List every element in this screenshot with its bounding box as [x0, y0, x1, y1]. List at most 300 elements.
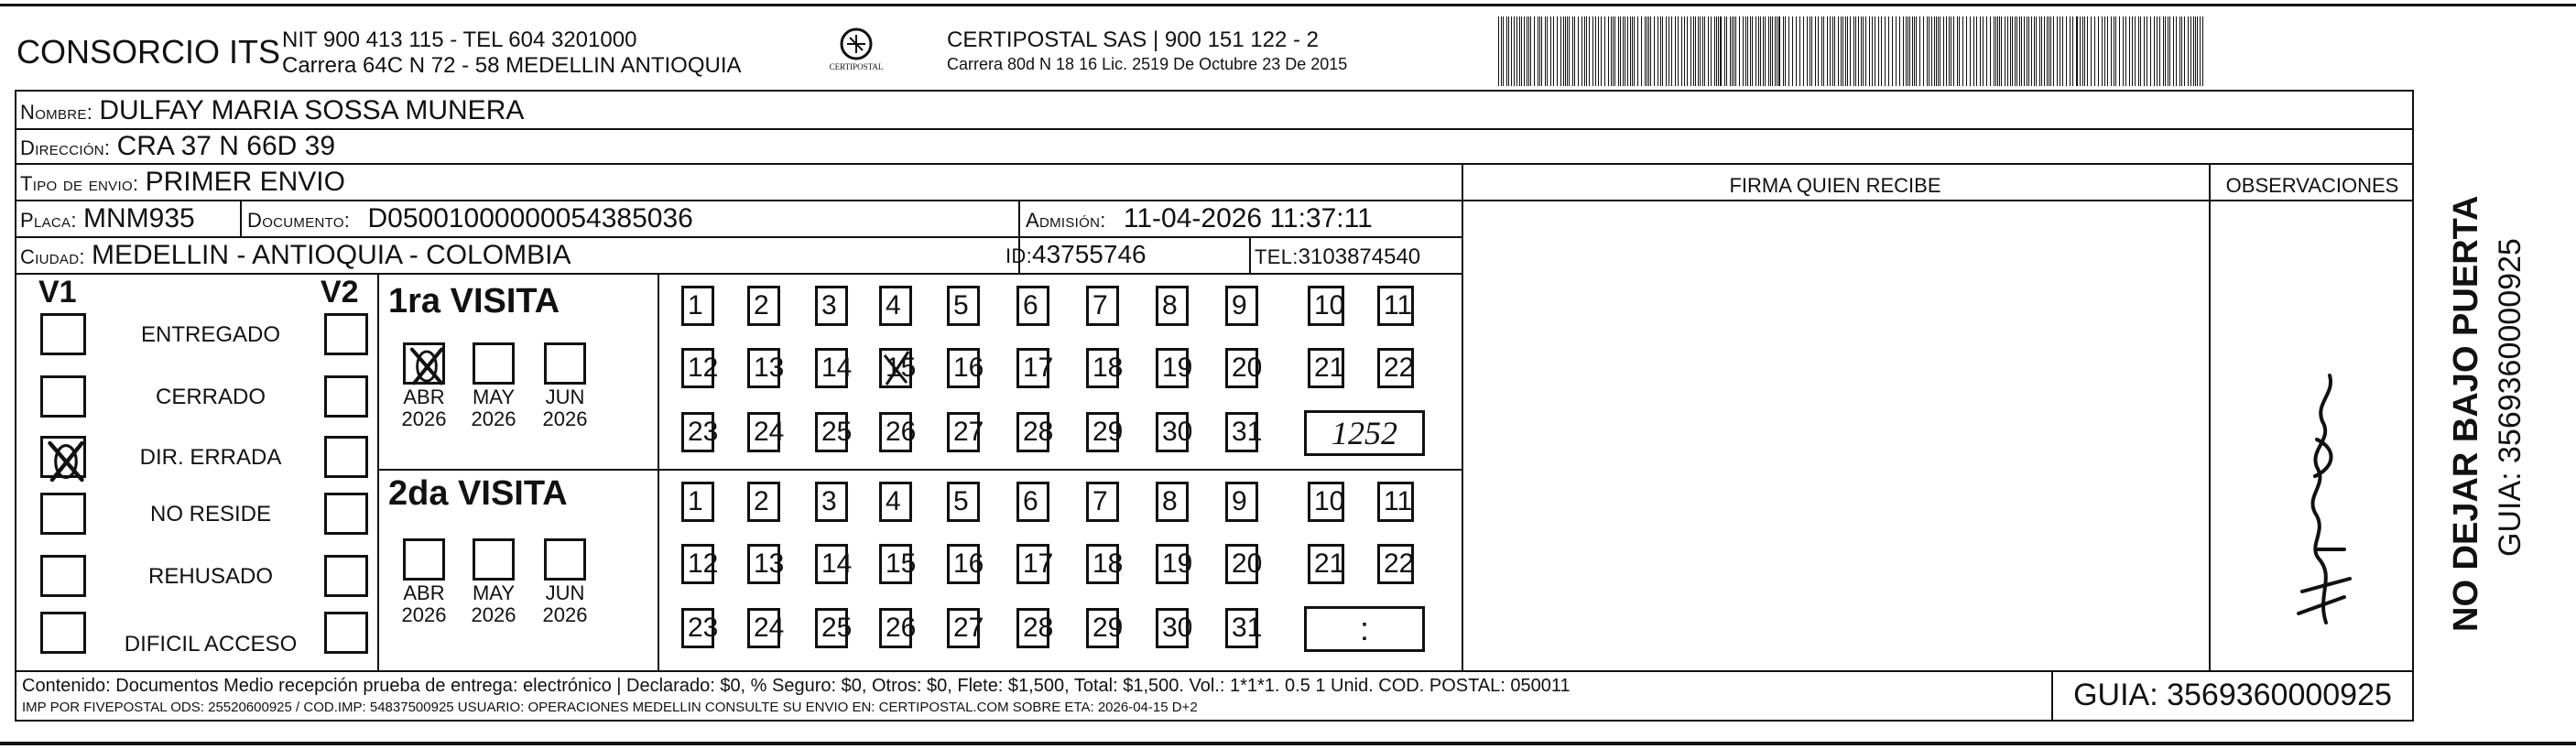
barcode-bar — [1830, 16, 1831, 86]
barcode-bar — [1959, 16, 1960, 86]
plate-label: Placa: — [20, 209, 77, 232]
barcode-bar — [1630, 16, 1631, 86]
barcode-bar — [1881, 16, 1882, 86]
barcode-bar — [2050, 16, 2051, 86]
document-value: D05001000000054385036 — [367, 203, 693, 233]
barcode-bar — [1745, 16, 1746, 86]
barcode-bar — [2047, 16, 2048, 86]
second-day-box[interactable]: 4 — [879, 482, 912, 522]
barcode-bar — [1666, 16, 1667, 86]
first-visit-title: 1ra VISITA — [388, 282, 560, 320]
barcode-bar — [1934, 16, 1935, 86]
second-month-name: MAY — [472, 581, 516, 604]
v1-checkbox[interactable] — [40, 436, 86, 478]
first-month-checkbox[interactable] — [544, 342, 586, 385]
barcode-bar — [1569, 16, 1570, 86]
barcode-bar — [1770, 16, 1771, 86]
barcode-bar — [1983, 16, 1984, 86]
barcode-bar — [1534, 16, 1535, 86]
barcode-bar — [2034, 16, 2035, 86]
barcode-bar — [2115, 16, 2116, 86]
courier-address: Carrera 80d N 18 16 Lic. 2519 De Octubre 23 De 2015 — [947, 55, 1348, 73]
barcode-bar — [1547, 16, 1548, 86]
tel-label: TEL: — [1255, 245, 1299, 268]
second-day-box[interactable]: 10 — [1308, 482, 1344, 522]
v2-checkbox[interactable] — [324, 555, 368, 597]
barcode-bar — [1660, 16, 1661, 86]
first-day-box[interactable]: 10 — [1308, 286, 1344, 326]
barcode-bar — [2021, 16, 2022, 86]
barcode-bar — [1949, 16, 1950, 86]
row-line — [15, 670, 2414, 672]
barcode-bar — [1620, 16, 1621, 86]
barcode-bar — [2176, 16, 2177, 86]
barcode-bar — [2057, 16, 2058, 86]
first-month-name: JUN — [545, 385, 585, 408]
second-day-box[interactable]: 19 — [1156, 544, 1189, 584]
barcode-bar — [1953, 16, 1954, 86]
barcode-bar — [1557, 16, 1558, 86]
barcode-bar — [1896, 16, 1897, 86]
barcode-bar — [2080, 16, 2081, 86]
second-day-box[interactable]: 12 — [681, 544, 714, 584]
barcode-bar — [2024, 16, 2025, 86]
status-label: DIR. ERRADA — [139, 445, 282, 470]
barcode-bar — [1530, 16, 1531, 86]
second-day-box[interactable]: 20 — [1225, 544, 1258, 584]
barcode-bar — [1550, 16, 1551, 86]
barcode-bar — [2036, 16, 2037, 86]
barcode-bar — [1778, 16, 1780, 86]
row-line — [15, 200, 2414, 201]
row-line — [15, 163, 2414, 165]
barcode-bar — [1832, 16, 1833, 86]
first-month-name: MAY — [472, 385, 516, 408]
barcode-bar — [1815, 16, 1816, 86]
barcode-bar — [1567, 16, 1568, 86]
first-day-box[interactable]: 31 — [1225, 412, 1258, 452]
row-line — [377, 469, 1462, 471]
barcode-bar — [1632, 16, 1633, 86]
second-month-name: JUN — [545, 581, 585, 604]
second-day-box[interactable]: 6 — [1016, 482, 1049, 522]
barcode-bar — [1539, 16, 1540, 86]
certipostal-logo-text: CERTIPOSTAL — [829, 62, 884, 71]
barcode-bar — [1708, 16, 1709, 86]
id-field — [1005, 240, 1147, 269]
status-label: DIFICIL ACCESO — [124, 632, 298, 657]
first-month-checkbox[interactable] — [403, 342, 445, 385]
second-day-box[interactable]: 26 — [879, 608, 912, 648]
second-day-box[interactable]: 18 — [1086, 544, 1119, 584]
barcode-bar — [2179, 16, 2180, 86]
second-day-box[interactable]: 7 — [1086, 482, 1119, 522]
barcode-bar — [1718, 16, 1719, 86]
barcode-bar — [1604, 16, 1605, 86]
barcode-bar — [1811, 16, 1812, 86]
second-day-box[interactable]: 11 — [1377, 482, 1414, 522]
barcode-bar — [1501, 16, 1502, 86]
first-day-box[interactable]: 11 — [1377, 286, 1414, 326]
barcode-bar — [2190, 16, 2191, 86]
second-day-box[interactable]: 5 — [947, 482, 980, 522]
barcode-bar — [1853, 16, 1854, 86]
barcode-bar — [1700, 16, 1701, 86]
barcode-bar — [1760, 16, 1761, 86]
second-month-checkbox[interactable] — [544, 538, 586, 581]
second-day-box[interactable]: 31 — [1225, 608, 1258, 648]
name-label: Nombre: — [20, 101, 93, 124]
barcode-bar — [1662, 16, 1663, 86]
barcode-bar — [1720, 16, 1722, 86]
barcode-bar — [1586, 16, 1587, 86]
id-label: ID: — [1005, 244, 1033, 267]
col-line — [658, 273, 659, 670]
v2-checkbox[interactable] — [324, 375, 368, 418]
barcode-bar — [2163, 16, 2164, 86]
v1-checkbox[interactable] — [40, 612, 86, 654]
barcode-bar — [1743, 16, 1744, 86]
first-day-box[interactable]: 18 — [1086, 348, 1119, 388]
v2-label: V2 — [321, 275, 359, 309]
barcode-bar — [1962, 16, 1963, 86]
second-day-box[interactable]: 29 — [1086, 608, 1119, 648]
barcode-bar — [2102, 16, 2103, 86]
barcode-bar — [2010, 16, 2011, 86]
second-day-box[interactable]: 16 — [947, 544, 980, 584]
second-day-box[interactable]: 22 — [1377, 544, 1414, 584]
barcode-bar — [1521, 16, 1522, 86]
barcode-bar — [1903, 16, 1904, 86]
barcode-bar — [1796, 16, 1797, 86]
col-line — [1249, 236, 1251, 273]
barcode-bar — [1726, 16, 1727, 86]
barcode-bar — [2181, 16, 2182, 86]
barcode-bar — [1838, 16, 1839, 86]
first-day-box[interactable]: 8 — [1156, 286, 1189, 326]
first-time-box[interactable] — [1304, 410, 1425, 456]
barcode-bar — [1906, 16, 1907, 86]
barcode-bar — [2184, 16, 2185, 86]
barcode-bar — [2132, 16, 2133, 86]
barcode-bar — [2107, 16, 2108, 86]
second-month-year: 2026 — [401, 603, 447, 626]
document-label: Documento: — [247, 209, 351, 232]
status-label: REHUSADO — [147, 564, 274, 589]
barcode-bar — [1936, 16, 1937, 86]
barcode-bar — [1765, 16, 1766, 86]
second-day-box[interactable]: 3 — [815, 482, 848, 522]
first-day-box[interactable]: 6 — [1016, 286, 1049, 326]
barcode-bar — [1514, 16, 1515, 86]
first-day-box[interactable]: 29 — [1086, 412, 1119, 452]
barcode-bar — [1861, 16, 1862, 86]
first-day-box[interactable]: 7 — [1086, 286, 1119, 326]
v2-checkbox[interactable] — [324, 612, 368, 654]
address-label: Dirección: — [20, 136, 111, 159]
barcode-bar — [1885, 16, 1886, 86]
second-month-checkbox[interactable] — [403, 538, 445, 581]
barcode-bar — [1574, 16, 1575, 86]
barcode-bar — [1581, 16, 1582, 86]
courier-line: CERTIPOSTAL SAS | 900 151 122 - 2 — [947, 27, 1319, 52]
barcode-bar — [1785, 16, 1786, 86]
id-value: 43755746 — [1032, 240, 1147, 268]
second-day-box[interactable]: 25 — [815, 608, 848, 648]
barcode-bar — [1675, 16, 1676, 86]
second-day-box[interactable]: 21 — [1308, 544, 1344, 584]
barcode-bar — [1506, 16, 1507, 86]
barcode-bar — [1519, 16, 1520, 86]
no-dejar-bajo-puerta: NO DEJAR BAJO PUERTA — [2447, 195, 2485, 632]
first-day-box[interactable]: 2 — [747, 286, 780, 326]
certipostal-logo — [815, 26, 897, 77]
first-day-box[interactable]: 25 — [815, 412, 848, 452]
barcode-bar — [1724, 16, 1725, 86]
barcode-bar — [1966, 16, 1967, 86]
barcode-bar — [1693, 16, 1694, 86]
observations-header: OBSERVACIONES — [2225, 174, 2399, 197]
barcode-bar — [1730, 16, 1731, 86]
address-value: CRA 37 N 66D 39 — [116, 131, 336, 161]
barcode-bar — [1758, 16, 1759, 86]
second-time-box[interactable] — [1304, 606, 1425, 652]
row-line — [15, 236, 1462, 238]
barcode-bar — [1592, 16, 1593, 86]
barcode-bar — [1589, 16, 1590, 86]
barcode-bar — [1912, 16, 1913, 86]
barcode-bar — [1650, 16, 1651, 86]
row-line — [15, 273, 1462, 275]
second-day-box[interactable]: 9 — [1225, 482, 1258, 522]
barcode-bar — [1614, 16, 1615, 86]
first-day-box[interactable]: 30 — [1156, 412, 1189, 452]
barcode-bar — [1698, 16, 1699, 86]
barcode-bar — [1803, 16, 1804, 86]
first-day-box[interactable]: 9 — [1225, 286, 1258, 326]
second-month-checkbox[interactable] — [473, 538, 515, 581]
first-day-box[interactable]: 27 — [947, 412, 980, 452]
barcode-bar — [1623, 16, 1624, 86]
barcode-bar — [2104, 16, 2105, 86]
barcode-bar — [1648, 16, 1649, 86]
barcode-bar — [1927, 16, 1928, 86]
barcode-bar — [1938, 16, 1939, 86]
first-day-box[interactable]: 19 — [1156, 348, 1189, 388]
barcode-bar — [2165, 16, 2166, 86]
second-day-box[interactable]: 2 — [747, 482, 780, 522]
barcode-bar — [2150, 16, 2151, 86]
barcode-bar — [1842, 16, 1843, 86]
first-day-mark — [879, 348, 912, 388]
barcode-bar — [1943, 16, 1944, 86]
v1-checkbox[interactable] — [40, 313, 86, 355]
status-label: NO RESIDE — [149, 502, 272, 526]
barcode-bar — [2039, 16, 2040, 86]
first-day-box[interactable]: 17 — [1016, 348, 1049, 388]
barcode-bar — [2053, 16, 2054, 86]
barcode-bar — [2007, 16, 2008, 86]
barcode-bar — [1976, 16, 1977, 86]
barcode-bar — [2135, 16, 2136, 86]
barcode-bar — [1516, 16, 1517, 86]
first-day-box[interactable]: 3 — [815, 286, 848, 326]
barcode-bar — [1973, 16, 1974, 86]
admission-label: Admisión: — [1026, 209, 1106, 232]
barcode-bar — [1524, 16, 1525, 86]
barcode-bar — [1553, 16, 1554, 86]
second-day-box[interactable]: 14 — [815, 544, 848, 584]
first-month-checkbox[interactable] — [473, 342, 515, 385]
barcode-bar — [1752, 16, 1753, 86]
barcode-bar — [1714, 16, 1715, 86]
barcode-bar — [1595, 16, 1596, 86]
status-label: CERRADO — [155, 385, 266, 409]
second-day-box[interactable]: 1 — [681, 482, 714, 522]
plate-value: MNM935 — [83, 203, 195, 233]
barcode-bar — [1498, 16, 1499, 86]
second-day-box[interactable]: 28 — [1016, 608, 1049, 648]
barcode-bar — [1775, 16, 1776, 86]
barcode-bar — [1995, 16, 1996, 86]
first-day-box[interactable]: 21 — [1308, 348, 1344, 388]
send-type-label: Tipo de envio: — [20, 172, 139, 195]
barcode-bar — [1807, 16, 1808, 86]
company-nit: NIT 900 413 115 - TEL 604 3201000 — [282, 27, 637, 52]
barcode-bar — [2028, 16, 2029, 86]
first-day-box[interactable]: 13 — [747, 348, 780, 388]
barcode-bar — [2159, 16, 2160, 86]
name-field — [20, 95, 524, 126]
second-day-box[interactable]: 13 — [747, 544, 780, 584]
barcode-bar — [1916, 16, 1917, 86]
first-day-box[interactable]: 4 — [879, 286, 912, 326]
barcode-bar — [1919, 16, 1920, 86]
barcode-bar — [1684, 16, 1685, 86]
second-day-box[interactable]: 23 — [681, 608, 714, 648]
second-day-box[interactable]: 8 — [1156, 482, 1189, 522]
v2-checkbox[interactable] — [324, 493, 368, 535]
company-address: Carrera 64C N 72 - 58 MEDELLIN ANTIOQUIA — [282, 53, 742, 78]
second-day-box[interactable]: 17 — [1016, 544, 1049, 584]
first-day-box[interactable]: 14 — [815, 348, 848, 388]
barcode-bar — [1755, 16, 1756, 86]
second-time-value: : — [1359, 610, 1369, 647]
barcode-bar — [1627, 16, 1628, 86]
document-field — [247, 203, 693, 234]
barcode-bar — [1598, 16, 1599, 86]
barcode-bar — [2070, 16, 2071, 86]
first-day-box[interactable]: 28 — [1016, 412, 1049, 452]
second-month-name: ABR — [403, 581, 445, 604]
first-day-box[interactable]: 23 — [681, 412, 714, 452]
first-day-box[interactable]: 12 — [681, 348, 714, 388]
first-day-box[interactable]: 24 — [747, 412, 780, 452]
city-field — [20, 240, 571, 271]
first-day-box[interactable]: 16 — [947, 348, 980, 388]
barcode-bar — [2044, 16, 2045, 86]
barcode-bar — [2129, 16, 2130, 86]
barcode-bar — [1637, 16, 1638, 86]
row-line — [15, 128, 2414, 130]
barcode-bar — [1888, 16, 1889, 86]
barcode-bar — [1732, 16, 1733, 86]
barcode-bar — [2066, 16, 2067, 86]
barcode-bar — [1858, 16, 1859, 86]
barcode-bar — [2082, 16, 2083, 86]
barcode-bar — [1872, 16, 1873, 86]
company-name: CONSORCIO ITS — [16, 33, 281, 71]
col-line — [1462, 163, 1463, 670]
barcode-bar — [2016, 16, 2017, 86]
recipient-signature — [2262, 339, 2372, 641]
second-day-box[interactable]: 15 — [879, 544, 912, 584]
barcode-bar — [2031, 16, 2032, 86]
first-day-box[interactable]: 5 — [947, 286, 980, 326]
col-line — [2209, 163, 2211, 670]
barcode-bar — [1818, 16, 1819, 86]
barcode-bar — [1878, 16, 1879, 86]
barcode-bar — [1783, 16, 1784, 86]
barcode-bar — [1909, 16, 1910, 86]
barcode-bar — [1914, 16, 1915, 86]
barcode-bar — [1572, 16, 1573, 86]
barcode-bar — [1834, 16, 1835, 86]
barcode-bar — [1845, 16, 1846, 86]
barcode-bar — [1634, 16, 1635, 86]
barcode-bar — [1503, 16, 1504, 86]
barcode-bar — [1601, 16, 1602, 86]
barcode-bar — [1584, 16, 1585, 86]
first-day-box[interactable]: 26 — [879, 412, 912, 452]
second-day-box[interactable]: 24 — [747, 608, 780, 648]
v1-checkbox[interactable] — [40, 555, 86, 597]
v1-checkbox[interactable] — [40, 375, 86, 418]
barcode-bar — [1608, 16, 1609, 86]
barcode-bar — [1690, 16, 1691, 86]
name-value: DULFAY MARIA SOSSA MUNERA — [99, 95, 525, 125]
second-day-box[interactable]: 27 — [947, 608, 980, 648]
send-type-value: PRIMER ENVIO — [145, 167, 345, 197]
first-day-box[interactable]: 15 — [879, 348, 912, 388]
barcode-bar — [1799, 16, 1800, 86]
barcode-bar — [1792, 16, 1793, 86]
v1-checkbox[interactable] — [40, 493, 86, 535]
first-day-box[interactable]: 20 — [1225, 348, 1258, 388]
barcode — [1498, 16, 2206, 86]
barcode-bar — [1957, 16, 1958, 86]
second-day-box[interactable]: 30 — [1156, 608, 1189, 648]
first-day-box[interactable]: 1 — [681, 286, 714, 326]
col-line — [377, 273, 379, 670]
barcode-bar — [1563, 16, 1564, 86]
first-month-name: ABR — [403, 385, 445, 408]
bottom-rule — [0, 742, 2576, 745]
barcode-bar — [2087, 16, 2088, 86]
barcode-bar — [1923, 16, 1924, 86]
barcode-bar — [2193, 16, 2194, 86]
signature-header: FIRMA QUIEN RECIBE — [1729, 174, 1941, 197]
barcode-bar — [1899, 16, 1900, 86]
first-day-box[interactable]: 22 — [1377, 348, 1414, 388]
barcode-bar — [1855, 16, 1856, 86]
v2-checkbox[interactable] — [324, 313, 368, 355]
barcode-bar — [2084, 16, 2085, 86]
barcode-bar — [2173, 16, 2174, 86]
v2-checkbox[interactable] — [324, 436, 368, 478]
barcode-bar — [1541, 16, 1542, 86]
barcode-bar — [2091, 16, 2092, 86]
